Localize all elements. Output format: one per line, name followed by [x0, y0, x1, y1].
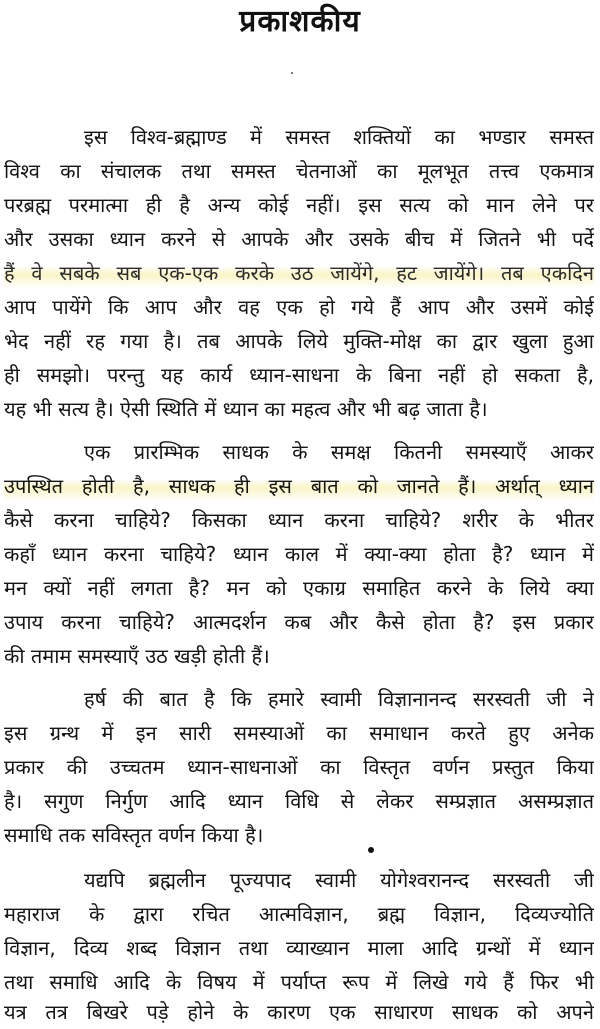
paragraph-line: महाराज के द्वारा रचित आत्मविज्ञान, ब्रह्म विज्ञान, दिव्यज्योति — [4, 902, 594, 926]
paragraph-line: यह भी सत्य है। ऐसी स्थिति में ध्यान का महत्व और भी बढ़ जाता है। — [4, 397, 488, 421]
paragraph-line: हैं वे सबके सब एक-एक करके उठ जायेंगे, हट जायेंगे। तब एकदिन — [4, 256, 594, 290]
paragraph-line: विश्व का संचालक तथा समस्त चेतनाओं का मूलभूत तत्त्व एकमात्र — [4, 159, 594, 183]
paragraph-line: परब्रह्म परमात्मा ही है अन्य कोई नहीं। इस सत्य को मान लेने पर — [4, 193, 594, 217]
page-title: प्रकाशकीय — [239, 4, 361, 39]
paragraph-line: कहाँ ध्यान करना चाहिये? ध्यान काल में क्या-क्या होता है? ध्यान में — [4, 542, 594, 566]
center-dot-ornament — [368, 847, 374, 853]
paragraph-line: यत्र तत्र बिखरे पड़े होने के कारण एक साधारण साधक को अपने — [4, 1000, 594, 1024]
paragraph-line: उपस्थित होती है, साधक ही इस बात को जानते हैं। अर्थात् ध्यान — [4, 469, 594, 503]
paragraph-line: इस ग्रन्थ में इन सारी समस्याओं का समाधान करते हुए अनेक — [4, 721, 594, 745]
paragraph-line: आप पायेंगे कि आप और वह एक हो गये हैं आप और उसमें कोई — [4, 295, 594, 319]
paragraph-line: ही समझो। परन्तु यह कार्य ध्यान-साधना के बिना नहीं हो सकता है, — [4, 363, 594, 387]
paragraph-line: है। सगुण निर्गुण आदि ध्यान विधि से लेकर सम्प्रज्ञात असम्प्रज्ञात — [4, 789, 594, 813]
paragraph-line: भेद नहीं रह गया है। तब आपके लिये मुक्ति-मोक्ष का द्वार खुला हुआ — [4, 329, 594, 353]
paragraph-line: समाधि तक सविस्तृत वर्णन किया है। — [4, 823, 264, 847]
paragraph-line: उपाय करना चाहिये? आत्मदर्शन कब और कैसे होता है? इस प्रकार — [4, 610, 594, 634]
paragraph-line: कैसे करना चाहिये? किसका ध्यान करना चाहिये? शरीर के भीतर — [4, 508, 594, 532]
paragraph-line: हर्ष की बात है कि हमारे स्वामी विज्ञानानन्द सरस्वती जी ने — [84, 687, 594, 711]
paragraph-line: एक प्रारम्भिक साधक के समक्ष कितनी समस्याएँ आकर — [84, 440, 594, 464]
paragraph-line: तथा समाधि आदि के विषय में पर्याप्त रूप में लिखे गये हैं फिर भी — [4, 970, 594, 994]
print-speck — [291, 72, 293, 74]
paragraph-line: प्रकार की उच्चतम ध्यान-साधनाओं का विस्तृत वर्णन प्रस्तुत किया — [4, 755, 594, 779]
paragraph-line: की तमाम समस्याएँ उठ खड़ी होती हैं। — [4, 644, 270, 668]
paragraph-line: यद्यपि ब्रह्मलीन पूज्यपाद स्वामी योगेश्वरानन्द सरस्वती जी — [84, 868, 594, 892]
paragraph-line: और उसका ध्यान करने से आपके और उसके बीच में जितने भी पर्दे — [4, 227, 594, 251]
paragraph-line: विज्ञान, दिव्य शब्द विज्ञान तथा व्याख्यान माला आदि ग्रन्थों में ध्यान — [4, 936, 594, 960]
paragraph-line: मन क्यों नहीं लगता है? मन को एकाग्र समाहित करने के लिये क्या — [4, 576, 594, 600]
paragraph-line: इस विश्व-ब्रह्माण्ड में समस्त शक्तियों का भण्डार समस्त — [84, 125, 594, 149]
